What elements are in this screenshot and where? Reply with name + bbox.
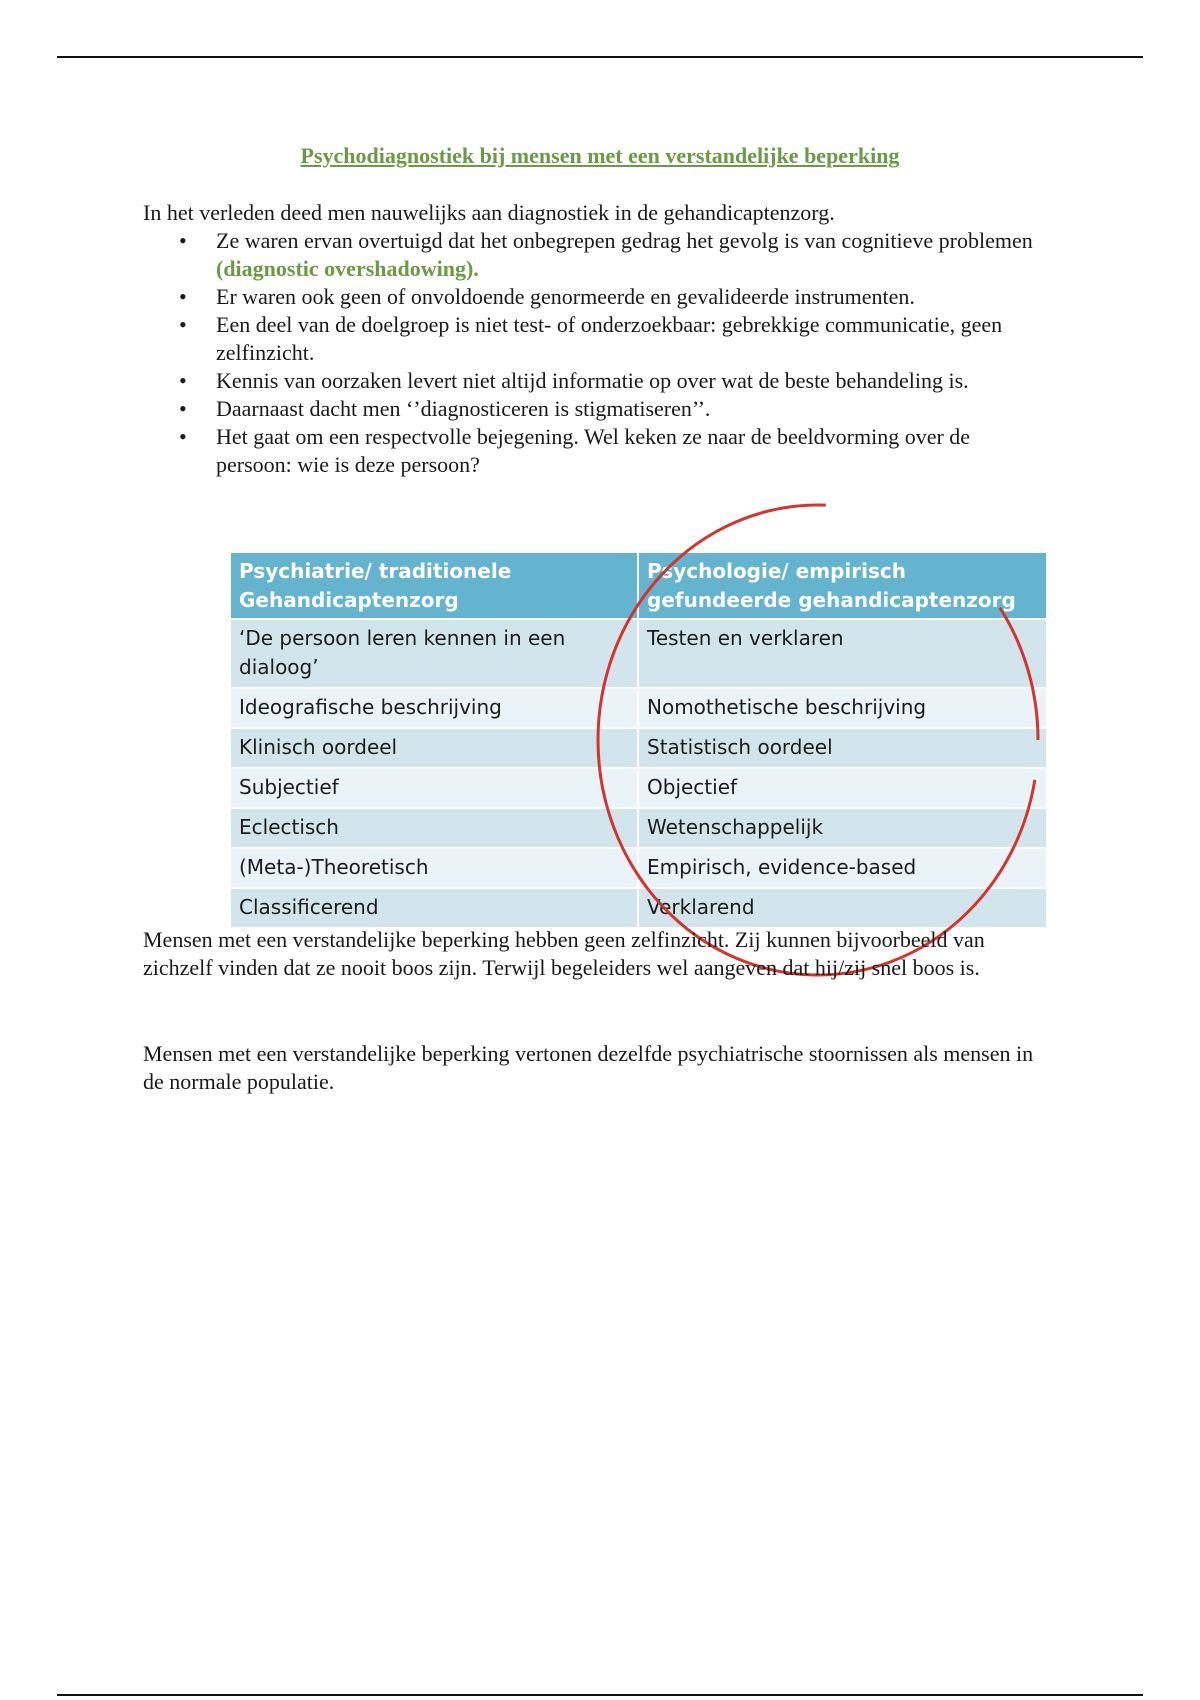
- bullet-list: [143, 227, 1043, 479]
- top-rule: [57, 56, 1143, 58]
- bullet-item: • Er waren ook geen of onvoldoende genormeerde en gevalideerde instrumenten.: [143, 283, 1043, 311]
- table-row: [231, 889, 1046, 929]
- table-header-row: [231, 553, 1046, 620]
- table-row: [231, 809, 1046, 849]
- table-row: [231, 849, 1046, 889]
- bottom-rule: [57, 1694, 1143, 1696]
- table-cell: (Meta-)Theoretisch: [231, 849, 639, 887]
- table-cell: Empirisch, evidence-based: [647, 855, 917, 879]
- table-row: [231, 620, 1046, 689]
- comparison-table: [231, 553, 1046, 929]
- bullet-item: • Kennis van oorzaken levert niet altijd informatie op over wat de beste behandeling is.: [143, 367, 1043, 395]
- document-title: Psychodiagnostiek bij mensen met een verstandelijke beperking: [300, 143, 900, 168]
- table-cell: ‘De persoon leren kennen in een dialoog’: [231, 620, 639, 687]
- table-cell: Ideografische beschrijving: [231, 689, 639, 727]
- table-cell: Verklarend: [647, 895, 755, 919]
- table-row: [231, 729, 1046, 769]
- table-cell: Objectief: [647, 775, 738, 799]
- bullet-item: • Daarnaast dacht men ‘’diagnosticeren is stigmatiseren’’.: [143, 395, 1043, 423]
- table-cell: Nomothetische beschrijving: [647, 695, 927, 719]
- table-header-cell: Psychiatrie/ traditionele Gehandicaptenzorg: [231, 553, 639, 618]
- table-row: [231, 769, 1046, 809]
- table-cell: Wetenschappelijk: [647, 815, 824, 839]
- paragraph-selfinsight: Mensen met een verstandelijke beperking hebben geen zelfinzicht. Zij kunnen bijvoorbeeld van zichzelf vinden dat ze nooit boos zijn. Terwijl begeleiders wel aangeven dat hij/zij snel boos is.: [143, 927, 985, 980]
- table-row: [231, 689, 1046, 729]
- table-cell: Eclectisch: [231, 809, 639, 847]
- bullet-item: • Het gaat om een respectvolle bejegening. Wel keken ze naar de beeldvorming over de persoon: wie is deze persoon?: [143, 423, 1043, 479]
- table-header-cell: Psychologie/ empirisch gefundeerde gehandicaptenzorg: [647, 559, 1016, 612]
- bullet-item: • Een deel van de doelgroep is niet test- of onderzoekbaar: gebrekkige communicatie, geen zelfinzicht.: [143, 311, 1043, 367]
- table-cell: Statistisch oordeel: [647, 735, 833, 759]
- table-cell: Testen en verklaren: [647, 626, 844, 650]
- intro-paragraph: In het verleden deed men nauwelijks aan diagnostiek in de gehandicaptenzorg.: [143, 200, 835, 225]
- table-cell: Classificerend: [231, 889, 639, 927]
- table-cell: Subjectief: [231, 769, 639, 807]
- table-cell: Klinisch oordeel: [231, 729, 639, 767]
- paragraph-disorders: Mensen met een verstandelijke beperking vertonen dezelfde psychiatrische stoornissen als mensen in de normale populatie.: [143, 1041, 1034, 1094]
- highlight-term: (diagnostic overshadowing).: [216, 256, 479, 281]
- bullet-item: • Ze waren ervan overtuigd dat het onbegrepen gedrag het gevolg is van cognitieve problemen (diagnostic overshadowing).: [143, 227, 1043, 283]
